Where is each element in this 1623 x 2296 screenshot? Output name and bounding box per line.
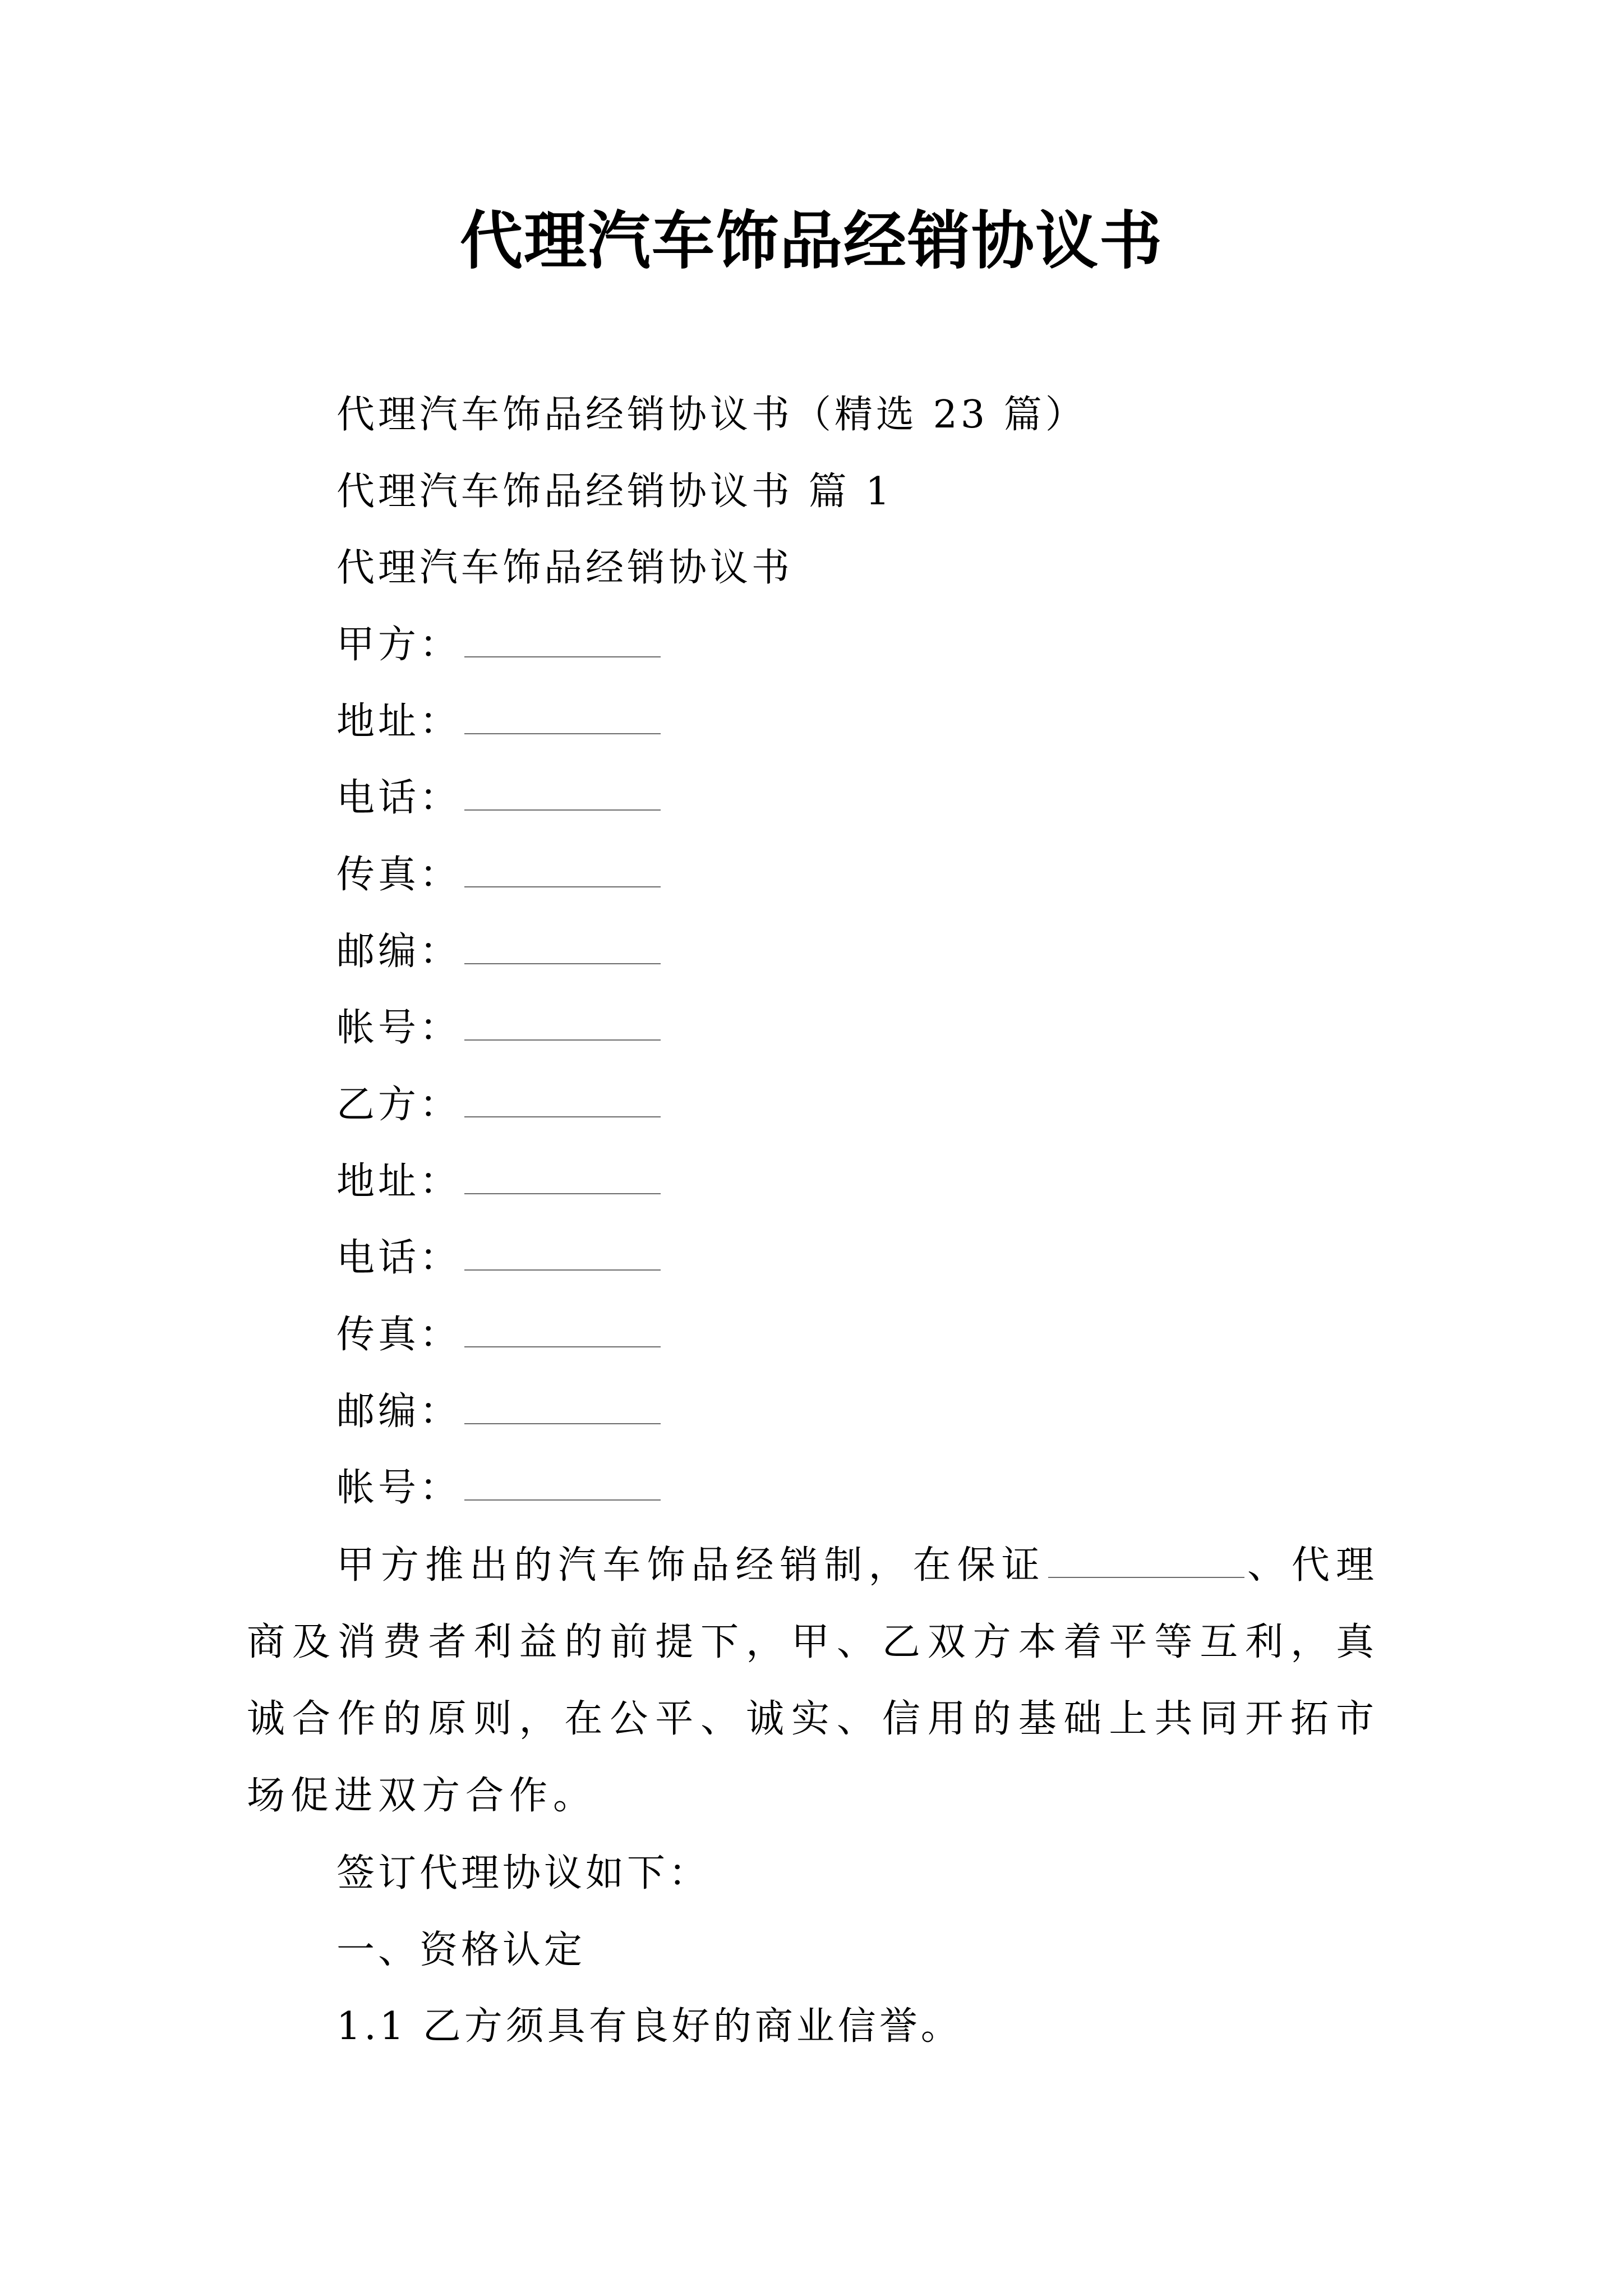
clause-heading: 一、资格认定 <box>336 1928 586 1972</box>
party-b-address-blank[interactable] <box>464 1154 661 1194</box>
party-a-postcode-blank[interactable] <box>464 924 661 964</box>
intro-paragraph <box>247 1527 1380 1834</box>
party-a-phone-label: 电话： <box>336 776 462 820</box>
intro-text-part2: 、代理商及消费者利益的前提下，甲、乙双方本着平等互利，真诚合作的原则，在公平、诚实、信用的基础上共同开拓市场促进双方合作。 <box>247 1543 1380 1818</box>
party-a-name-field <box>336 617 661 673</box>
party-b-postcode-field <box>336 1384 661 1440</box>
party-b-postcode-blank[interactable] <box>464 1384 661 1424</box>
party-b-name-label: 乙方： <box>336 1083 462 1127</box>
party-b-postcode-label: 邮编： <box>336 1389 462 1434</box>
document-name: 代理汽车饰品经销协议书 <box>336 546 794 590</box>
party-b-name-field <box>336 1077 661 1133</box>
party-a-phone-blank[interactable] <box>464 770 661 811</box>
party-a-address-blank[interactable] <box>464 694 661 734</box>
document-subtitle: 代理汽车饰品经销协议书（精选 23 篇） <box>336 393 1087 437</box>
party-b-address-label: 地址： <box>336 1159 462 1204</box>
party-b-phone-blank[interactable] <box>464 1230 661 1271</box>
party-b-phone-label: 电话： <box>336 1236 462 1280</box>
section-heading: 代理汽车饰品经销协议书 篇 1 <box>336 470 893 514</box>
party-b-account-field <box>336 1460 661 1516</box>
party-b-phone-field <box>336 1230 661 1286</box>
party-b-address-field <box>336 1154 661 1210</box>
party-a-account-field <box>336 1000 661 1056</box>
party-b-fax-label: 传真： <box>336 1313 462 1357</box>
party-a-fax-label: 传真： <box>336 853 462 897</box>
party-a-postcode-label: 邮编： <box>336 930 462 974</box>
party-a-name-blank[interactable] <box>464 617 661 657</box>
document-title: 代理汽车饰品经销协议书 <box>460 204 1163 278</box>
party-a-account-blank[interactable] <box>464 1000 661 1041</box>
party-a-address-field <box>336 694 661 750</box>
agreement-line: 签订代理协议如下： <box>336 1851 711 1895</box>
clause-1-1: 1.1 乙方须具有良好的商业信誉。 <box>336 2004 962 2049</box>
party-a-fax-blank[interactable] <box>464 847 661 887</box>
intro-blank[interactable] <box>1048 1538 1244 1578</box>
party-b-fax-blank[interactable] <box>464 1307 661 1347</box>
party-a-address-label: 地址： <box>336 700 462 744</box>
party-b-account-blank[interactable] <box>464 1460 661 1501</box>
intro-text-part1: 甲方推出的汽车饰品经销制，在保证 <box>336 1543 1046 1588</box>
party-b-account-label: 帐号： <box>336 1466 462 1510</box>
party-a-account-label: 帐号： <box>336 1006 462 1050</box>
party-a-phone-field <box>336 770 661 826</box>
party-b-name-blank[interactable] <box>464 1077 661 1117</box>
party-a-fax-field <box>336 847 661 903</box>
party-a-postcode-field <box>336 924 661 980</box>
party-b-fax-field <box>336 1307 661 1363</box>
party-a-name-label: 甲方： <box>336 623 462 667</box>
